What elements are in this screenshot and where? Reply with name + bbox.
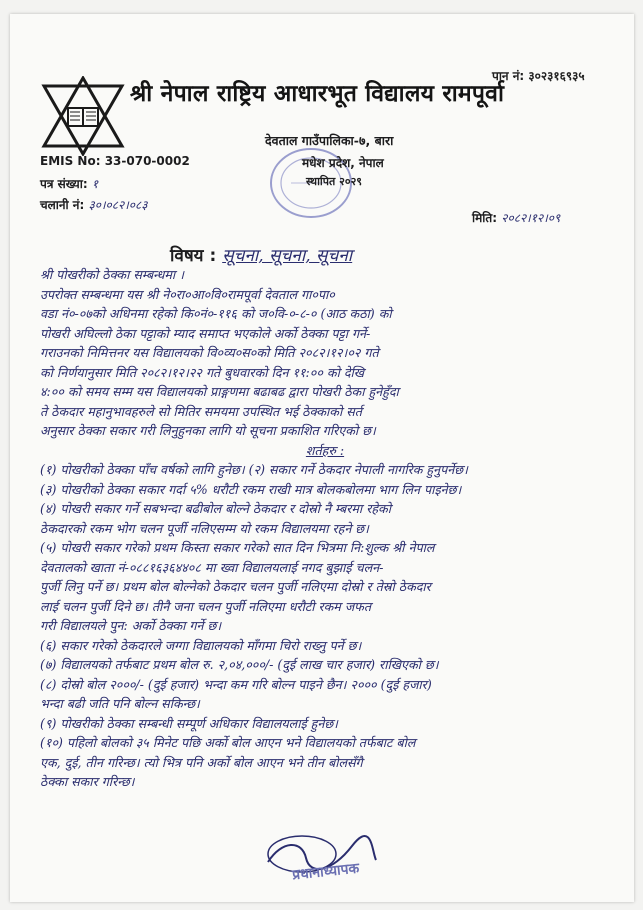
condition-item: (१) पोखरीको ठेक्का पाँच वर्षको लागि हुनेछ। (२) सकार गर्ने ठेकदार नेपाली नागरिक हुनुपर्नेछ। <box>40 462 468 477</box>
condition-item: (४) पोखरी सकार गर्ने सबभन्दा बढीबोल बोल्ने ठेकदार र दोस्रो नै म्बरमा रहेको <box>40 501 391 516</box>
date-label: मिति: <box>472 211 498 225</box>
body-line: पोखरी अघिल्लो ठेका पट्टाको म्याद समाप्त भएकोले अर्को ठेक्का पट्टा गर्ने- <box>40 325 371 341</box>
dispatch-number-value: ३०।०८२।०८३ <box>88 198 148 212</box>
letter-date <box>472 209 560 226</box>
address-municipality: देवताल गाउँपालिका-७, बारा <box>265 133 394 148</box>
condition-item: पुर्जी लिनु पर्ने छ। प्रथम बोल बोल्नेको ठेकदार चलन पुर्जी नलिएमा दोस्रो र तेस्रो ठेकदार <box>40 579 431 594</box>
condition-item: भन्दा बढी जति पनि बोल्न सकिन्छ। <box>40 696 200 711</box>
condition-item: (१०) पहिलो बोलको ३५ मिनेट पछि अर्को बोल आएन भने विद्यालयको तर्फबाट बोल <box>40 735 416 750</box>
condition-item: ठेक्का सकार गरिन्छ। <box>40 774 135 789</box>
condition-item: गरी विद्यालयले पुन: अर्को ठेक्का गर्ने छ। <box>40 618 222 633</box>
address-province: मधेश प्रदेश, नेपाल <box>302 156 384 170</box>
body-line: वडा नं०-०७को अधिनमा रहेको कि०नं०-११६ को ज०वि-०-८-० (आठ कठा) को <box>40 306 392 321</box>
dispatch-number <box>40 196 148 213</box>
condition-item: ठेकदारको रकम भोग चलन पूर्जी नलिएसम्म यो रकम विद्यालयमा रहने छ। <box>40 520 369 536</box>
condition-item: एक, दुई, तीन गरिन्छ। त्यो भित्र पनि अर्को बोल आएन भने तीन बोलसँगै <box>40 754 363 770</box>
body-line: ४:०० को समय सम्म यस विद्यालयको प्राङ्गणमा बढाबढ द्वारा पोखरी ठेका हुनेहुँदा <box>40 384 399 399</box>
emis-number: EMIS No: 33-070-0002 <box>40 154 190 168</box>
body-line: गराउनको निमित्तनर यस विद्यालयको वि०व्य०स०को मिति २०८२।१२।०२ गते <box>40 345 379 360</box>
condition-item: (९) पोखरीको ठेक्का सम्बन्धी सम्पूर्ण अधिकार विद्यालयलाई हुनेछ। <box>40 715 338 731</box>
letter-number-label: पत्र संख्या: <box>40 177 88 191</box>
condition-item: (७) विद्यालयको तर्फबाट प्रथम बोल रु. २,०४,०००/- (दुई लाख चार हजार) राखिएको छ। <box>40 657 439 672</box>
condition-item: (३) पोखरीको ठेक्का सकार गर्दा ५% धरौटी रकम राखी मात्र बोलकबोलमा भाग लिन पाइनेछ। <box>40 481 462 497</box>
subject-label: विषय : <box>170 246 217 266</box>
school-name: श्री नेपाल राष्ट्रिय आधारभूत विद्यालय रामपूर्वा <box>130 81 505 107</box>
established-year: स्थापित २०२९ <box>306 175 363 188</box>
date-value: २०८२।१२।०९ <box>501 211 561 225</box>
condition-item: देवतालको खाता नं-०८८१६३६४४०८ मा ख्वा विद्यालयलाई नगद बुझाई चलन- <box>40 559 384 575</box>
registration-number: पान नं: ३०२३१६९३५ <box>492 69 585 83</box>
body-line: ते ठेकदार महानुभावहरुले सो मितिर समयमा उपस्थित भई ठेक्काको सर्त <box>40 403 362 419</box>
condition-item: (८) दोस्रो बोल २०००/- (दुई हजार) भन्दा कम गरि बोल्न पाइने छैन। २००० (दुई हजार) <box>40 676 432 692</box>
conditions-heading: शर्तहरु : <box>305 442 345 458</box>
condition-item: लाई चलन पुर्जी दिने छ। तीनै जना चलन पुर्जी नलिएमा धरौटी रकम जफत <box>40 598 372 614</box>
condition-item: (६) सकार गरेको ठेकदारले जग्गा विद्यालयको माँगमा चिरो राख्नु पर्ने छ। <box>40 637 362 653</box>
condition-item: (५) पोखरी सकार गरेको प्रथम किस्ता सकार गरेको सात दिन भित्रमा नि:शुल्क श्री नेपाल <box>40 540 435 555</box>
body-line: को निर्णयानुसार मिति २०८२।१२।२२ गते बुधवारको दिन ११:०० को देखि <box>40 364 365 380</box>
body-line: श्री पोखरीको ठेक्का सम्बन्धमा । <box>40 267 184 282</box>
notice-body <box>40 265 610 792</box>
subject <box>170 243 352 266</box>
body-line: अनुसार ठेक्का सकार गरी लिनुहुनका लागि यो सूचना प्रकाशित गरिएको छ। <box>40 423 376 438</box>
subject-value: सूचना, सूचना, सूचना <box>222 246 353 266</box>
letter-number <box>40 175 98 192</box>
letter-number-value: १ <box>91 177 99 191</box>
school-logo-icon <box>40 76 126 156</box>
signatory-title: प्रधानाध्यापक <box>291 860 361 884</box>
body-line: उपरोक्त सम्बन्धमा यस श्री ने०रा०आ०वि०रामपूर्वा देवताल गा०पा० <box>40 286 335 302</box>
dispatch-number-label: चलानी नं: <box>40 198 85 212</box>
